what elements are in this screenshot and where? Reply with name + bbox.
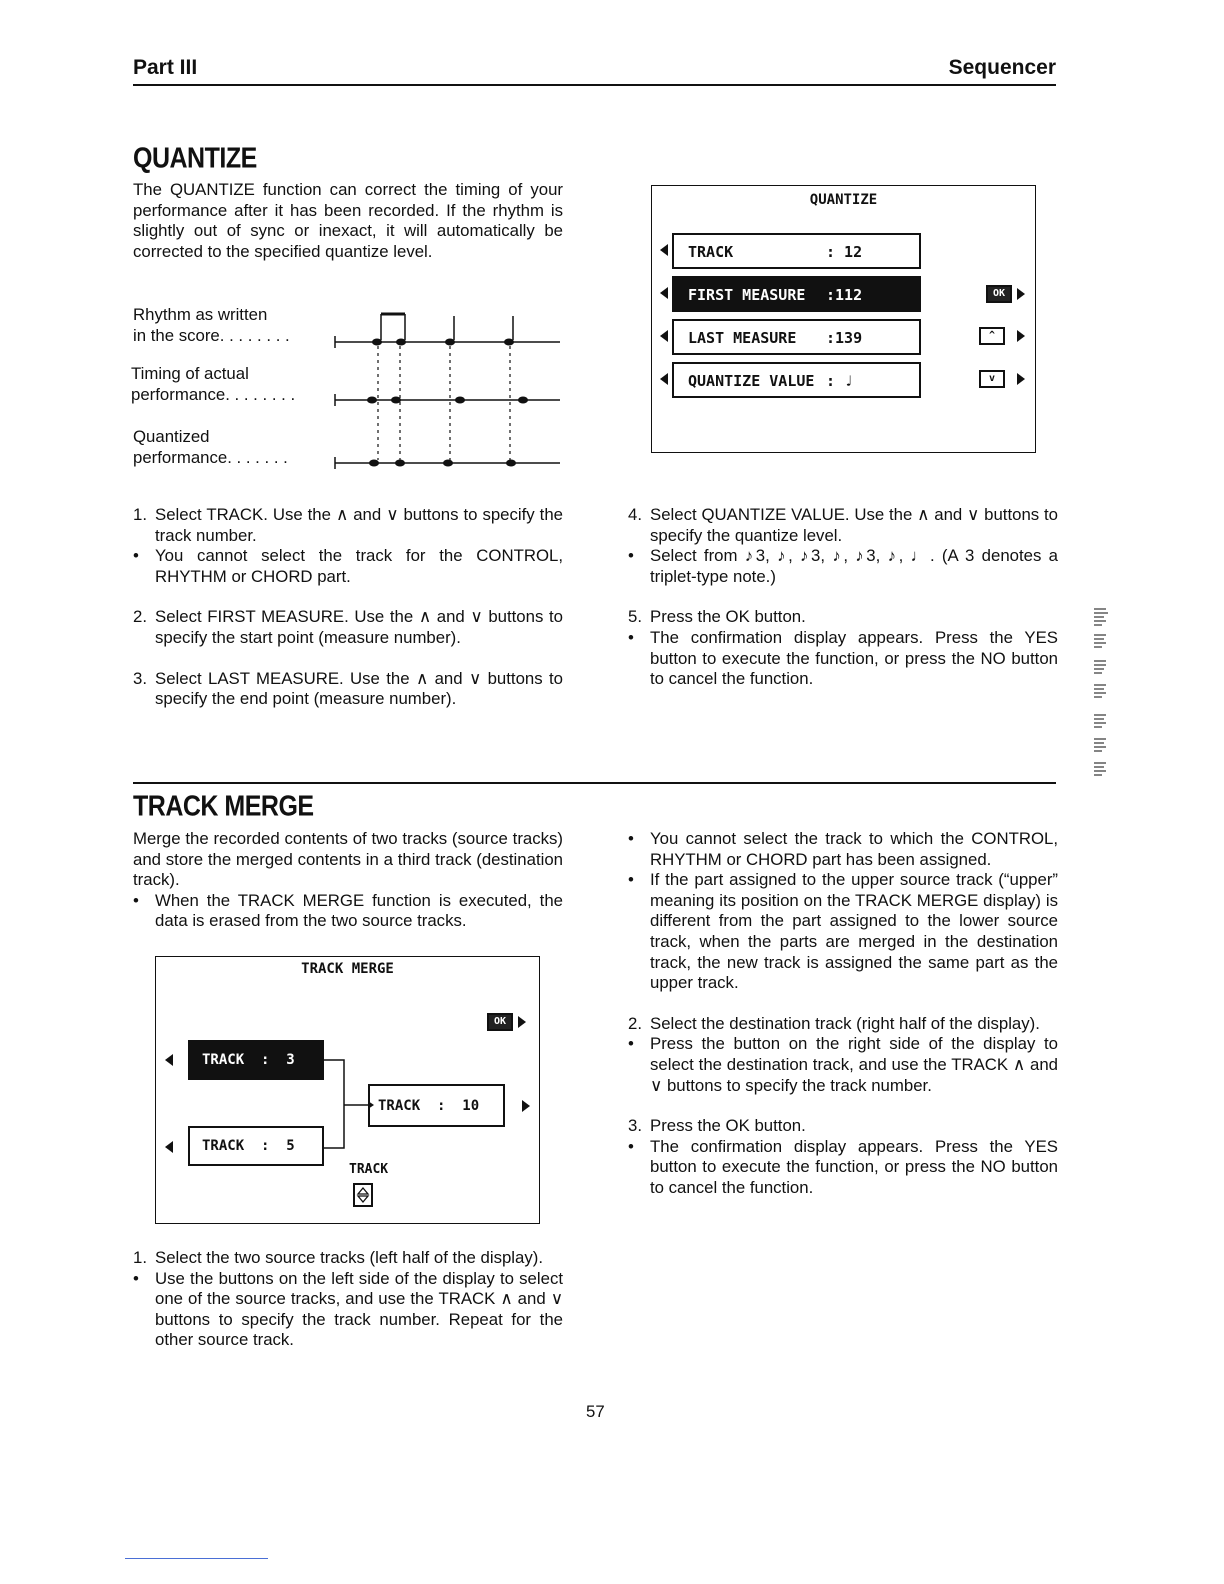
row-last-measure-value: :139 — [826, 329, 863, 347]
merge-step-3: 3. Press the OK button. — [628, 1116, 806, 1136]
up-arrow-icon — [1017, 330, 1025, 342]
merge-intro-block — [133, 829, 563, 932]
step-5: 5. Press the OK button. — [628, 607, 806, 627]
merge-intro-note: • When the TRACK MERGE function is executed, the data is erased from the two source tracks. — [133, 890, 563, 931]
merge-step-2: 2. Select the destination track (right half of the display). — [628, 1013, 1040, 1033]
down-button[interactable]: v — [979, 370, 1005, 388]
quantize-intro: The QUANTIZE function can correct the timing of your performance after it has been recorded. If the rhythm is slightly out of sync or inexact, it will automatically be corrected to the specified quantize level. — [133, 180, 563, 261]
rhythm-written-label-2: in the score. . . . . . . . — [133, 326, 290, 345]
rhythm-quant-label-2: performance. . . . . . . — [133, 448, 288, 467]
merge-step-1: 1. Select the two source tracks (left half of the display). — [133, 1248, 544, 1267]
row-track-value: : 12 — [826, 243, 863, 261]
step-4-note: • Select from ♪3, ♪, ♪3, ♪, ♪3, ♪, ♩. (A 3 denotes a triplet-type note.) — [628, 546, 1058, 586]
merge-steps-right — [628, 829, 1058, 1199]
row-track[interactable] — [672, 233, 921, 269]
row-first-measure-value: :112 — [826, 286, 863, 304]
source-track-1[interactable] — [188, 1040, 324, 1080]
source-track-1-label: TRACK : 3 — [202, 1052, 295, 1068]
rhythm-diagram — [330, 300, 570, 475]
ok-button[interactable]: OK — [986, 285, 1012, 303]
row-first-measure-select-arrow[interactable] — [660, 287, 668, 299]
step-1: 1. Select TRACK. Use the ∧ and ∨ buttons to specify the track number. — [133, 505, 563, 545]
track-updown-icon[interactable] — [353, 1183, 373, 1207]
rhythm-written-label-1: Rhythm as written — [133, 305, 268, 324]
header-section: Sequencer — [948, 56, 1056, 79]
step-1-note: • You cannot select the track for the CONTROL, RHYTHM or CHORD part. — [133, 546, 563, 586]
quantize-steps-left — [133, 505, 563, 710]
row-track-label: TRACK — [688, 243, 734, 261]
merge-intro: Merge the recorded contents of two tracks (source tracks) and store the merged contents in a third track (destination track). — [133, 829, 563, 890]
merge-ok-arrow-icon — [518, 1016, 526, 1028]
updown-arrows-icon — [355, 1185, 371, 1205]
row-last-measure-select-arrow[interactable] — [660, 330, 668, 342]
quantize-title: QUANTIZE — [133, 142, 257, 175]
step-2: 2. Select FIRST MEASURE. Use the ∧ and ∨ buttons to specify the start point (measure number). — [133, 607, 563, 647]
merge-steps-left — [133, 1248, 563, 1351]
destination-track-label: TRACK : 10 — [378, 1098, 480, 1114]
src1-select-arrow[interactable] — [165, 1054, 173, 1066]
row-first-measure-label: FIRST MEASURE — [688, 286, 806, 304]
scan-edge-marks — [1092, 605, 1122, 780]
row-last-measure[interactable] — [672, 319, 921, 355]
merge-ok-button[interactable]: OK — [487, 1013, 513, 1031]
rhythm-actual-label-2: performance. . . . . . . . — [131, 385, 296, 404]
merge-step-3-note: • The confirmation display appears. Press the YES button to execute the function, or press the NO button to cancel the function. — [628, 1136, 1058, 1197]
merge-note-upper: • If the part assigned to the upper source track (“upper” meaning its position on the TRACK MERGE display) is different from the part assigned to the lower source track, when the parts are merged in the destination track, the new track is assigned the same part as the upper track. — [628, 870, 1058, 993]
row-first-measure[interactable] — [672, 276, 921, 312]
ok-arrow-icon — [1017, 288, 1025, 300]
bottom-link-rule — [125, 1558, 268, 1559]
merge-note-control: • You cannot select the track to which the CONTROL, RHYTHM or CHORD part has been assigned. — [628, 829, 1058, 869]
section-divider — [133, 782, 1056, 784]
merge-title: TRACK MERGE — [133, 790, 314, 823]
dest-select-arrow[interactable] — [522, 1100, 530, 1112]
header-rule — [133, 84, 1056, 86]
row-track-select-arrow[interactable] — [660, 244, 668, 256]
row-quantize-value[interactable] — [672, 362, 921, 398]
src2-select-arrow[interactable] — [165, 1141, 173, 1153]
page-number: 57 — [586, 1402, 605, 1421]
step-3: 3. Select LAST MEASURE. Use the ∧ and ∨ buttons to specify the end point (measure number). — [133, 668, 563, 709]
merge-display-title: TRACK MERGE — [301, 961, 394, 977]
source-track-2[interactable] — [188, 1126, 324, 1166]
row-last-measure-label: LAST MEASURE — [688, 329, 797, 347]
down-arrow-icon — [1017, 373, 1025, 385]
quantize-display-title: QUANTIZE — [809, 192, 878, 208]
row-quantize-value-select-arrow[interactable] — [660, 373, 668, 385]
header-part: Part III — [133, 56, 198, 79]
row-quantize-value-value: : ♩ — [826, 372, 854, 390]
source-track-2-label: TRACK : 5 — [202, 1138, 295, 1154]
destination-track[interactable] — [368, 1084, 505, 1127]
rhythm-quant-label-1: Quantized — [133, 427, 210, 446]
quantize-steps-right — [628, 505, 1058, 690]
up-button[interactable]: ^ — [979, 327, 1005, 345]
merge-step-2-note: • Press the button on the right side of the display to select the destination track, and use the TRACK ∧ and ∨ buttons to specify the track number. — [628, 1034, 1058, 1095]
track-updown-caption: TRACK — [349, 1162, 389, 1177]
step-4: 4. Select QUANTIZE VALUE. Use the ∧ and ∨ buttons to specify the quantize level. — [628, 505, 1058, 545]
row-quantize-value-label: QUANTIZE VALUE — [688, 372, 815, 390]
step-5-note: • The confirmation display appears. Press the YES button to execute the function, or press the NO button to cancel the function. — [628, 627, 1058, 689]
rhythm-actual-label-1: Timing of actual — [131, 364, 249, 383]
merge-step-1-note: • Use the buttons on the left side of the display to select one of the source tracks, and use the TRACK ∧ and ∨ buttons to specify the track number. Repeat for the other source track. — [133, 1268, 563, 1350]
